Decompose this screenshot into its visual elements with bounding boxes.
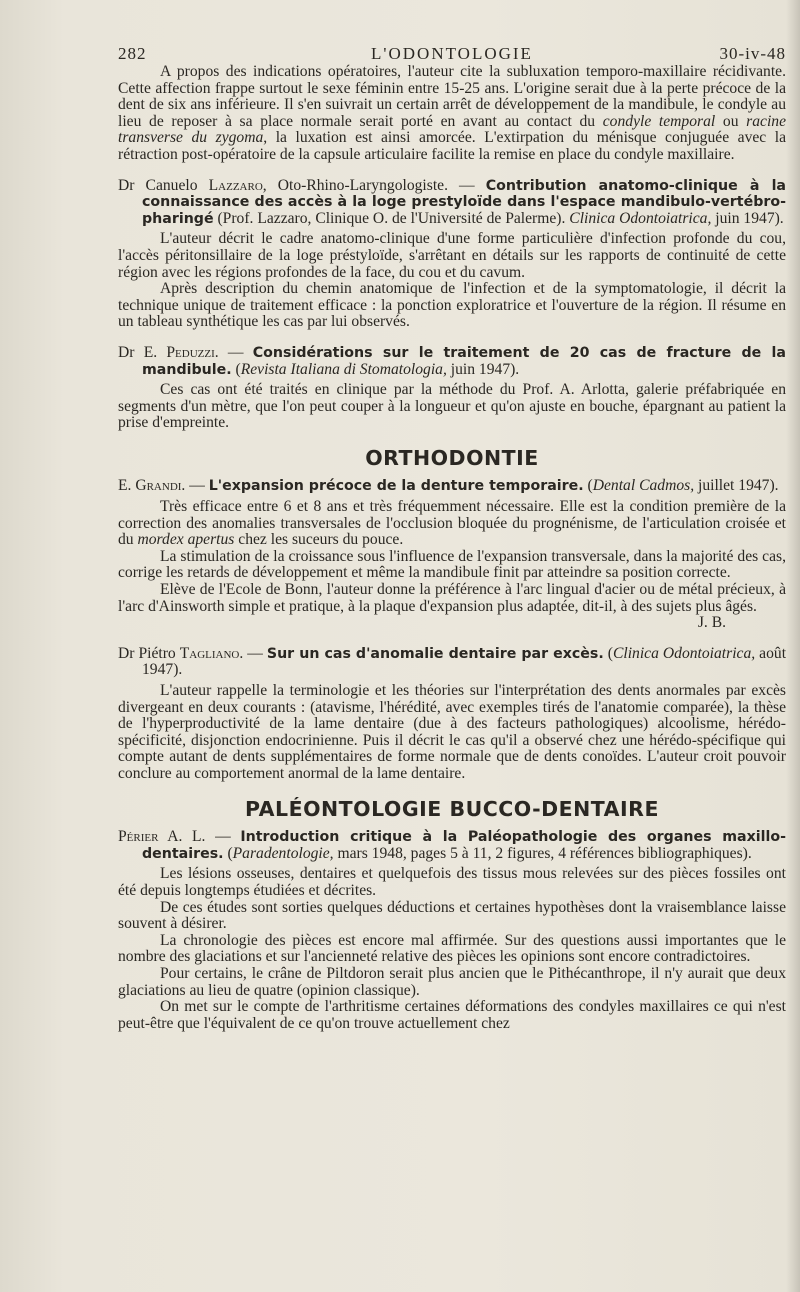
signature-row	[118, 615, 786, 632]
reference-peduzzi: Dr E. Peduzzi. — Considérations sur le traitement de 20 cas de fracture de la mandibule. (Revista Italiana di Stomatologia, juin 1947).	[118, 343, 786, 378]
article-body	[118, 64, 786, 1032]
page-number: 282	[118, 44, 147, 63]
page-edge-shadow	[786, 0, 800, 1292]
section-title-paleontologie: PALÉONTOLOGIE BUCCO-DENTAIRE	[245, 796, 659, 821]
summary-paragraph: Ces cas ont été traités en clinique par la méthode du Prof. A. Arlotta, galerie préfabriquée en segments d'un mètre, que l'on peut couper à la longueur et qu'on ajuste en bouche, épargnant au patient la prise d'empreinte.	[118, 381, 786, 432]
summary-paragraph: De ces études sont sorties quelques déductions et certaines hypothèses dont la vraisemblance laisse souvent à désirer.	[118, 898, 786, 933]
summary-paragraph: La stimulation de la croissance sous l'influence de l'expansion transversale, dans la majorité des cas, corrige les retards de développement et même la mandibule finit par atteindre sa position correcte.	[118, 547, 786, 582]
summary-paragraph: Les lésions osseuses, dentaires et quelquefois des tissus mous relevées sur des pièces fossiles ont été depuis longtemps étudiées et décrites.	[118, 865, 786, 899]
article-title: Considérations sur le traitement de 20 cas de fracture de la mandibule.	[142, 344, 786, 378]
summary-paragraph: L'auteur décrit le cadre anatomo-clinique d'une forme particulière d'infection profonde du cou, l'accès péritonsillaire de la loge préstyloïde, s'arrêtant en détails sur les rapports de continuité de cette région avec les régions profondes de la face, du cou et du cavum.	[118, 230, 786, 281]
reference-tagliano: Dr Piétro Tagliano. — Sur un cas d'anomalie dentaire par excès. (Clinica Odontoiatrica, août 1947).	[118, 644, 787, 679]
intro-paragraph: A propos des indications opératoires, l'auteur cite la subluxation temporo-maxillaire récidivante. Cette affection frappe surtout le sexe féminin entre 15-25 ans. L'origine serait due à la perte précoce de la dent de six ans inférieure. Il s'en suivrait un certain arrêt de développement de la mandibule, le condyle au lieu de reposer à sa place normale serait porté en avant au contact du condyle temporal ou racine transverse du zygoma, la luxation est ainsi amorcée. L'extirpation du ménisque conjuguée avec la rétraction post-opératoire de la capsule articulaire facilite la remise en place du condyle maxillaire.	[118, 63, 786, 163]
author-name: Peduzzi	[166, 343, 215, 361]
signature: J. B.	[697, 614, 726, 632]
journal-name: Dental Cadmos,	[592, 477, 695, 495]
author-name: Lazzaro	[208, 176, 263, 194]
journal-name: Paradentologie,	[232, 844, 334, 862]
summary-paragraph: Après description du chemin anatomique de l'infection et de la symptomatologie, il décrit la technique unique de traitement efficace : la ponction exploratrice et l'ouverture de la région. Il résume en un tableau synthétique les cas par lui observés.	[118, 280, 786, 331]
summary-paragraph: Très efficace entre 6 et 8 ans et très fréquemment nécessaire. Elle est la condition première de la correction des anomalies transversales de l'occlusion bloquée du prognénisme, de l'articulation croisée et du mordex apertus chez les suceurs du pouce.	[118, 498, 786, 549]
section-title-orthodontie: ORTHODONTIE	[365, 445, 539, 470]
summary-paragraph: L'auteur rappelle la terminologie et les théories sur l'interprétation des dents anormales par excès divergeant en deux courants : (atavisme, l'hérédité, avec exemples tirés de l'anatomie comparée), la thèse de l'hyperproductivité de la lame dentaire (due à des facteurs pathologiques) alcoolisme, hérédo-spécificité, disjonction endocrinienne. Puis il décrit le cas qu'il a observé chez une hérédo-spécifique qui compte autant de dents supplémentaires de forme normale que de dents conoïdes. L'auteur croit pouvoir conclure au comportement anormal de la lame dentaire.	[118, 682, 786, 782]
journal-name: Clinica Odontoiatrica,	[569, 209, 712, 227]
running-header	[118, 30, 786, 63]
article-title: L'expansion précoce de la denture temporaire.	[208, 478, 584, 495]
journal-name: Revista Italiana di Stomatologia,	[240, 360, 447, 378]
article-title: Introduction critique à la Paléopathologie des organes maxillo-dentaires.	[142, 829, 786, 862]
article-title: Contribution anatomo-clinique à la connaissance des accès à la loge prestyloïde dans l'espace mandibulo-vertébro-pharingé	[142, 177, 787, 227]
author-name: Tagliano	[179, 644, 240, 662]
summary-paragraph: Pour certains, le crâne de Piltdoron serait plus ancien que le Pithécanthrope, il n'y aurait que deux glaciations au lieu de quatre (opinion classique).	[118, 964, 786, 999]
reference-perier: Périer A. L. — Introduction critique à la Paléopathologie des organes maxillo-dentaires. (Paradentologie, mars 1948, pages 5 à 11, 2 figures, 4 références bibliographiques).	[118, 828, 786, 862]
journal-name: Clinica Odontoiatrica,	[612, 644, 756, 662]
summary-paragraph: Elève de l'Ecole de Bonn, l'auteur donne la préférence à l'arc lingual d'acier ou de métal précieux, à l'arc d'Ainsworth simple et pratique, à la plaque d'expansion plus adaptée, dit-il, à des sujets plus âgés.	[118, 581, 786, 615]
journal-title: L'ODONTOLOGIE	[371, 44, 533, 63]
summary-paragraph: La chronologie des pièces est encore mal affirmée. Sur des questions aussi importantes que le nombre des glaciations et sur l'ancienneté relative des pièces les opinions sont encore contradictoires.	[118, 931, 786, 966]
issue-date: 30-iv-48	[719, 44, 786, 63]
author-name: Périer	[118, 828, 159, 846]
reference-grandi: E. Grandi. — L'expansion précoce de la denture temporaire. (Dental Cadmos, juillet 1947).	[118, 477, 779, 495]
author-name: Grandi	[135, 477, 182, 495]
summary-paragraph: On met sur le compte de l'arthritisme certaines déformations des condyles maxillaires ce qui n'est peut-être que l'équivalent de ce qu'on trouve actuellement chez	[118, 998, 786, 1032]
reference-lazzaro: Dr Canuelo Lazzaro, Oto-Rhino-Laryngologiste. — Contribution anatomo-clinique à la connaissance des accès à la loge prestyloïde dans l'espace mandibulo-vertébro-pharingé (Prof. Lazzaro, Clinique O. de l'Université de Palerme). Clinica Odontoiatrica, juin 1947).	[118, 176, 787, 227]
article-title: Sur un cas d'anomalie dentaire par excès.	[266, 645, 604, 662]
